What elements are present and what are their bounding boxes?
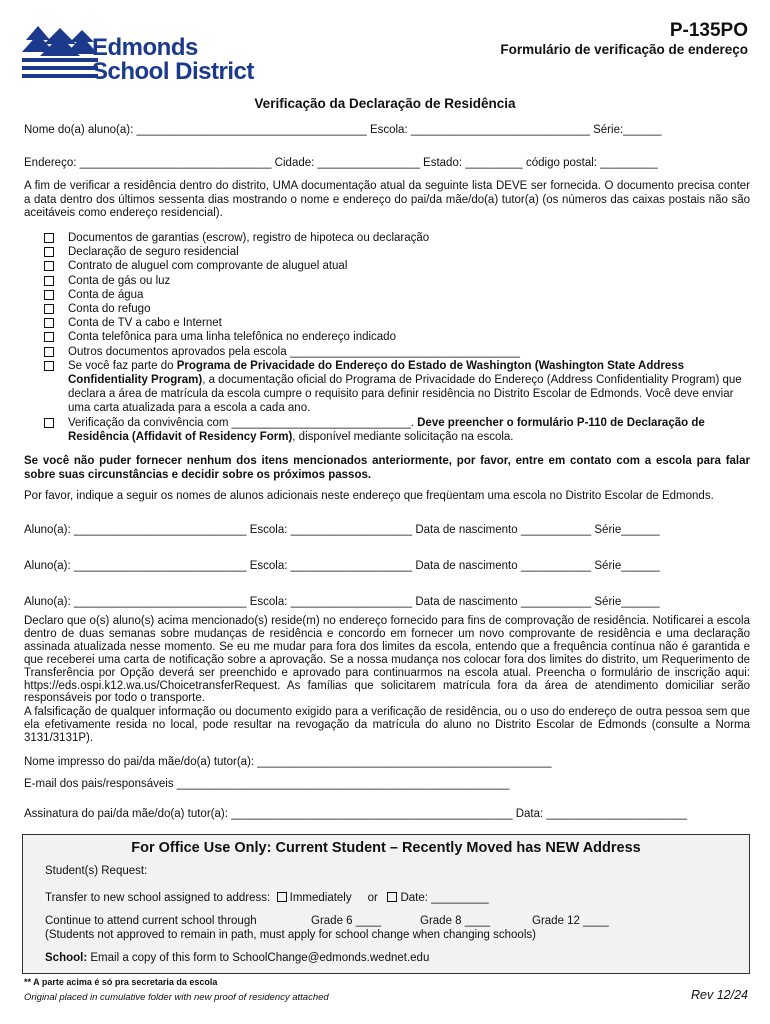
logo-text xyxy=(92,36,254,84)
placement-note: Original placed in cumulative folder with new proof of residency attached xyxy=(24,992,329,1003)
checkbox-icon[interactable] xyxy=(44,418,54,428)
intro-paragraph: A fim de verificar a residência dentro do distrito, UMA documentação atual da seguinte lista DEVE ser fornecida. O documento precisa conter a data dentro dos últimos sessenta dias mostrando o nome e endereço do pai/da mãe/do(a) tutor(a) (os números das caixas postais não são aceitáveis como endereço residencial). xyxy=(24,180,750,219)
or-label: or xyxy=(367,892,378,904)
checkbox-icon[interactable] xyxy=(44,347,54,357)
revision-label: Rev 12/24 xyxy=(691,988,748,1002)
checklist-item[interactable]: Conta de água xyxy=(44,288,750,302)
logo-text-line1: Edmonds xyxy=(92,34,198,61)
additional-student-line-3[interactable]: Aluno(a): ___________________________ Escola: ___________________ Data de nascimento ___________ Série______ xyxy=(24,596,660,608)
grade12-field[interactable]: Grade 12 ____ xyxy=(532,915,609,927)
additional-students-intro: Por favor, indique a seguir os nomes de alunos adicionais neste endereço que freqüentam uma escola no Distrito Escolar de Edmonds. xyxy=(24,490,714,502)
checklist-item-acp[interactable]: Se você faz parte do Programa de Privacidade do Endereço do Estado de Washington (Washington State Address Confidentiality Program), a documentação oficial do Programa de Privacidade do Endereço (Address Confidentiality Program) que declara a área de matrícula da escola cumpre o requisito para definir residência no Distrito Escolar de Edmonds. Você deve enviar uma carta atualizada para a escola a cada ano. xyxy=(44,359,750,416)
checkbox-icon[interactable] xyxy=(44,261,54,271)
signature-field-line[interactable]: Assinatura do pai/da mãe/do(a) tutor(a): ____________________________________________ Data: ______________________ xyxy=(24,808,688,820)
checklist-item-cohabitation[interactable]: Verificação da convivência com ____________________________. Deve preencher o formulário P-110 de Declaração de Residência (Affidavit of Residency Form), disponível mediante solicitação na escola. xyxy=(44,416,750,444)
immediately-label: Immediately xyxy=(289,892,352,904)
continue-label: Continue to attend current school through xyxy=(45,915,257,927)
checklist-item[interactable]: Documentos de garantias (escrow), registro de hipoteca ou declaração xyxy=(44,231,750,245)
not-approved-note: (Students not approved to remain in path, must apply for school change when changing schools) xyxy=(45,929,536,941)
secretary-note: ** A parte acima é só pra secretaria da escola xyxy=(24,977,218,987)
checkbox-icon[interactable] xyxy=(44,318,54,328)
printed-name-field-line[interactable]: Nome impresso do pai/da mãe/do(a) tutor(a): ______________________________________________ xyxy=(24,756,552,768)
checklist-item[interactable]: Conta de gás ou luz xyxy=(44,274,750,288)
falsification-paragraph: A falsificação de qualquer informação ou documento exigido para a verificação de residência, ou o uso do endereço de outra pessoa sem que ela efetivamente resida no local, pode resultar na revogação da matrícula do aluno no Distrito Escolar de Edmonds (consulte a Norma 3131/3131P). xyxy=(24,706,750,744)
email-field-line[interactable]: E-mail dos pais/responsáveis ____________________________________________________ xyxy=(24,778,510,790)
date-field[interactable]: Date: _________ xyxy=(400,892,489,904)
checkbox-icon[interactable] xyxy=(44,276,54,286)
office-use-title: For Office Use Only: Current Student – Recently Moved has NEW Address xyxy=(131,840,641,856)
school-email-instruction: School: Email a copy of this form to SchoolChange@edmonds.wednet.edu xyxy=(45,952,430,964)
checklist-item[interactable]: Conta de TV a cabo e Internet xyxy=(44,316,750,330)
checklist-item[interactable]: Conta telefônica para uma linha telefônica no endereço indicado xyxy=(44,330,750,344)
logo-text-line2: School District xyxy=(92,58,254,85)
checklist-item[interactable]: Outros documentos aprovados pela escola ____________________________________ xyxy=(44,345,750,359)
date-checkbox[interactable] xyxy=(387,892,397,902)
form-title: Formulário de verificação de endereço xyxy=(500,42,748,57)
checkbox-icon[interactable] xyxy=(44,361,54,371)
address-field-line[interactable]: Endereço: ______________________________ Cidade: ________________ Estado: _________ código postal: _________ xyxy=(24,157,658,169)
immediately-checkbox[interactable] xyxy=(277,892,287,902)
checkbox-icon[interactable] xyxy=(44,247,54,257)
office-use-box xyxy=(22,834,750,974)
contact-school-notice: Se você não puder fornecer nenhum dos itens mencionados anteriormente, por favor, entre em contato com a escola para falar sobre suas circunstâncias e decidir sobre os próximos passos. xyxy=(24,455,750,481)
checklist-item[interactable]: Conta do refugo xyxy=(44,302,750,316)
checklist-item[interactable]: Declaração de seguro residencial xyxy=(44,245,750,259)
transfer-row xyxy=(45,892,489,904)
additional-student-line-1[interactable]: Aluno(a): ___________________________ Escola: ___________________ Data de nascimento ___________ Série______ xyxy=(24,524,660,536)
student-request-label: Student(s) Request: xyxy=(45,865,148,877)
declaration-paragraph: Declaro que o(s) aluno(s) acima mencionado(s) reside(m) no endereço fornecido para fins de comprovação de residência. Notificarei a escola dentro de duas semanas sobre mudanças de residência e concordo em fornecer um novo comprovante de residência e uma declaração assinada atualizada nesse momento. Se eu me mudar para fora dos limites da escola, entendo que a frequência contínua não é garantida e que receberei uma carta de notificação sobre a aprovação. Se a nossa mudança nos colocar fora dos limites do distrito, um Requerimento de Transferência por Opção deverá ser preenchido e aprovado para continuarmos na escola atual. Preencha o formulário de inscrição aqui: https://eds.ospi.k12.wa.us/ChoicetransferRequest. As famílias que solicitarem matrícula fora da área de atendimento domiciliar serão responsáveis por todo o transporte. xyxy=(24,615,750,705)
transfer-label: Transfer to new school assigned to address: xyxy=(45,892,271,904)
checkbox-icon[interactable] xyxy=(44,233,54,243)
checklist-item[interactable]: Contrato de aluguel com comprovante de aluguel atual xyxy=(44,259,750,273)
checkbox-icon[interactable] xyxy=(44,304,54,314)
grade8-field[interactable]: Grade 8 ____ xyxy=(420,915,491,927)
additional-student-line-2[interactable]: Aluno(a): ___________________________ Escola: ___________________ Data de nascimento ___________ Série______ xyxy=(24,560,660,572)
checkbox-icon[interactable] xyxy=(44,332,54,342)
document-checklist xyxy=(44,231,750,444)
grade6-field[interactable]: Grade 6 ____ xyxy=(311,915,382,927)
checkbox-icon[interactable] xyxy=(44,290,54,300)
form-code: P-135PO xyxy=(669,20,748,41)
student-name-field-line[interactable]: Nome do(a) aluno(a): ____________________________________ Escola: ____________________________ Série:______ xyxy=(24,124,662,136)
document-title: Verificação da Declaração de Residência xyxy=(254,96,516,111)
